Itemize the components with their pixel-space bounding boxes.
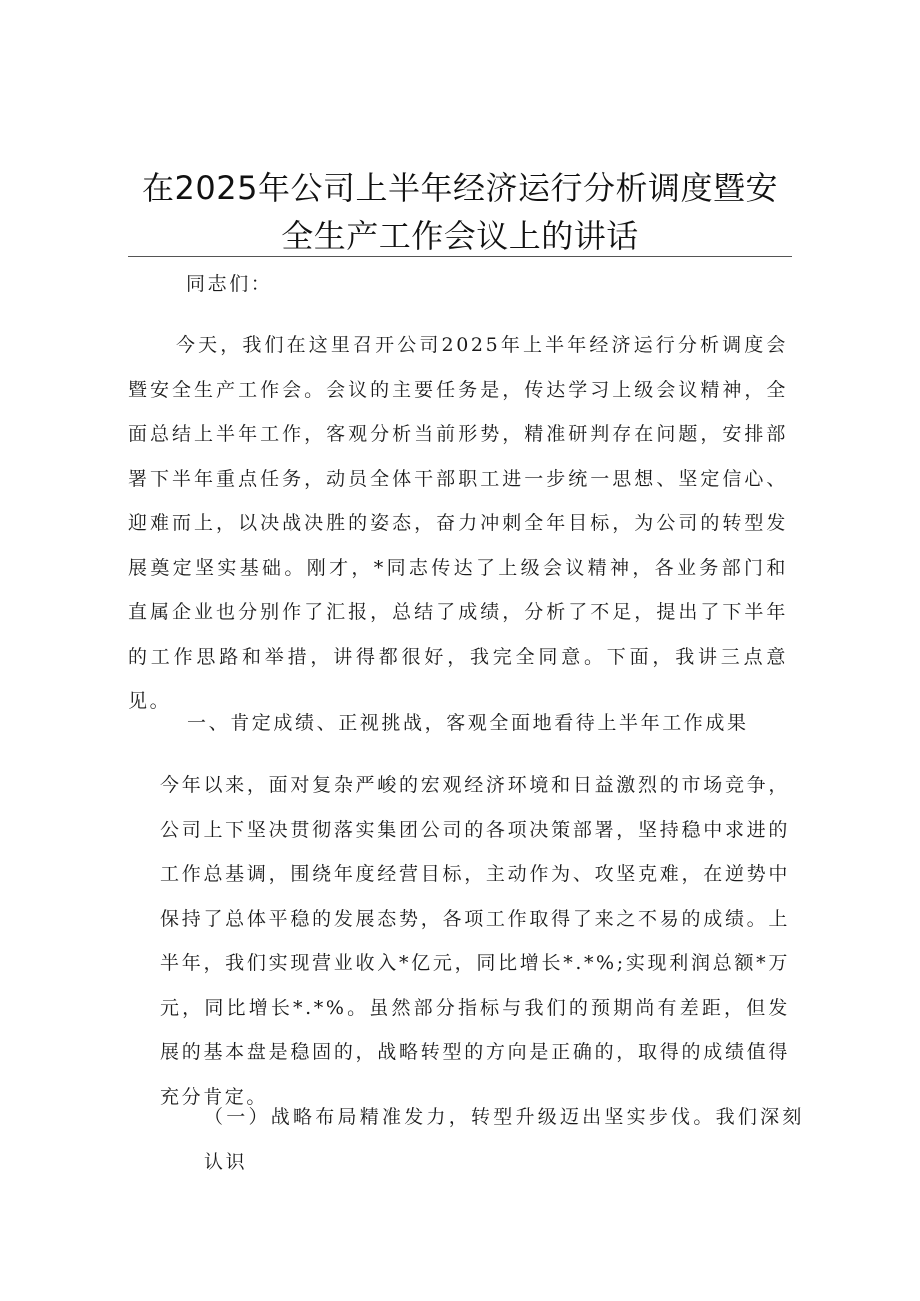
section-heading-1: 一、肯定成绩、正视挑战，客观全面地看待上半年工作成果: [187, 712, 749, 734]
document-title-line-1: 在2025年公司上半年经济运行分析调度暨安: [142, 169, 778, 207]
intro-paragraph: 今天，我们在这里召开公司2025年上半年经济运行分析调度会暨安全生产工作会。会议的主要任务是，传达学习上级会议精神，全面总结上半年工作，客观分析当前形势，精准研判存在问题，安排部署下半年重点任务，动员全体干部职工进一步统一思想、坚定信心、迎难而上，以决战决胜的姿态，奋力冲刺全年目标，为公司的转型发展奠定坚实基础。刚才，*同志传达了上级会议精神，各业务部门和直属企业也分别作了汇报，总结了成绩，分析了不足，提出了下半年的工作思路和举措，讲得都很好，我完全同意。下面，我讲三点意见。: [128, 334, 788, 712]
title-underline: [128, 256, 792, 257]
subsection-1-paragraph: （一）战略布局精准发力，转型升级迈出坚实步伐。我们深刻认识: [204, 1106, 804, 1173]
section-1-paragraph: 今年以来，面对复杂严峻的宏观经济环境和日益激烈的市场竞争，公司上下坚决贯彻落实集团公司的各项决策部署，坚持稳中求进的工作总基调，围绕年度经营目标，主动作为、攻坚克难，在逆势中保持了总体平稳的发展态势，各项工作取得了来之不易的成绩。上半年，我们实现营业收入*亿元，同比增长*.*%;实现利润总额*万元，同比增长*.*%。虽然部分指标与我们的预期尚有差距，但发展的基本盘是稳固的，战略转型的方向是正确的，取得的成绩值得充分肯定。: [160, 774, 790, 1108]
salutation: 同志们：: [186, 273, 273, 295]
document-title-line-2: 全生产工作会议上的讲话: [281, 217, 639, 255]
